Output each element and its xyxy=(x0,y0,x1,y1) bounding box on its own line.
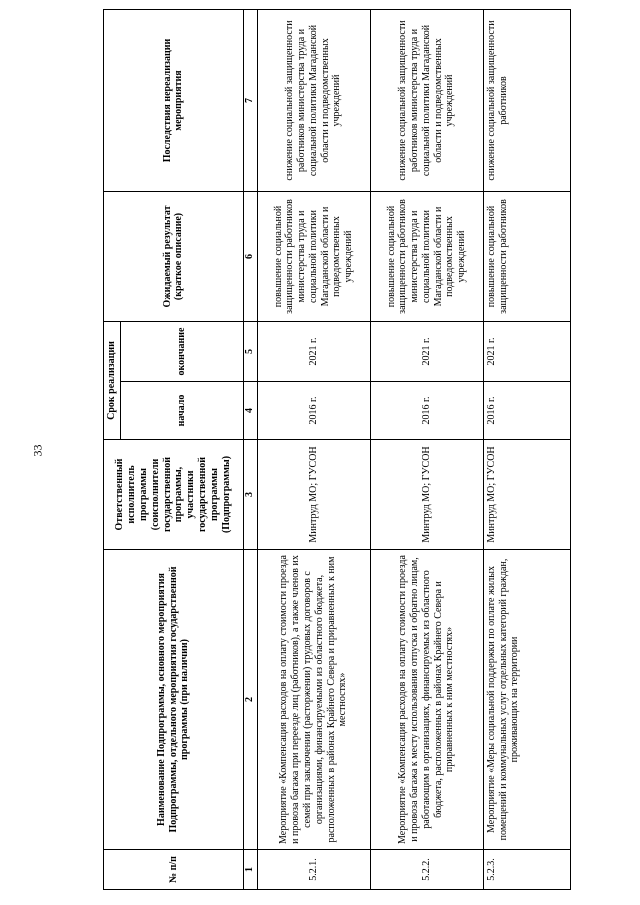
row-end: 2021 г. xyxy=(257,322,370,382)
column-number: 6 xyxy=(243,192,257,322)
row-consequence: снижение социальной защищенности работников министерства труда и социальной политики Магаданской области и подведомственных учреждений xyxy=(370,10,483,192)
row-result: повышение социальной защищенности работников министерства труда и социальной политики Магаданской области и подведомственных учреждений xyxy=(370,192,483,322)
table-row xyxy=(370,10,483,890)
column-number: 4 xyxy=(243,382,257,440)
row-name: Мероприятие «Компенсация расходов на оплату стоимости проезда и провоза багажа при переезде лиц (работников), а также членов их семей при заключении (расторжении) трудовых договоров с организациями, финансируемыми из областного бюджета, расположенных в районах Крайнего Севера и приравненных к ним местностях» xyxy=(257,550,370,850)
table-row xyxy=(257,10,370,890)
row-result: повышение социальной защищенности работников xyxy=(483,192,570,322)
column-numbers-row xyxy=(243,10,257,890)
row-name: Мероприятие «Меры социальной поддержки по оплате жилых помещений и коммунальных услуг отдельных категорий граждан, проживающих на территории xyxy=(483,550,570,850)
row-consequence: снижение социальной защищенности работников министерства труда и социальной политики Магаданской области и подведомственных учреждений xyxy=(257,10,370,192)
header-executor: Ответственный исполнитель программы (соисполнители государственной программы, участники государственной программы (Подпрограммы) xyxy=(104,440,244,550)
row-result: повышение социальной защищенности работников министерства труда и социальной политики Магаданской области и подведомственных учреждений xyxy=(257,192,370,322)
row-start: 2016 г. xyxy=(370,382,483,440)
column-number: 3 xyxy=(243,440,257,550)
table-row xyxy=(483,10,570,890)
header-name: Наименование Подпрограммы, основного мероприятия Подпрограммы, отдельного мероприятия государственной программы (при наличии) xyxy=(104,550,244,850)
row-executor: Минтруд МО; ГУСОН xyxy=(483,440,570,550)
header-start: начало xyxy=(120,382,243,440)
row-end: 2021 г. xyxy=(483,322,570,382)
header-end: окончание xyxy=(120,322,243,382)
row-start: 2016 г. xyxy=(483,382,570,440)
header-term: Срок реализации xyxy=(104,322,121,440)
rotated-table-container xyxy=(103,10,523,890)
table-header-row xyxy=(104,10,121,890)
row-end: 2021 г. xyxy=(370,322,483,382)
header-result: Ожидаемый результат (краткое описание) xyxy=(104,192,244,322)
row-number: 5.2.3. xyxy=(483,850,570,890)
column-number: 2 xyxy=(243,550,257,850)
row-number: 5.2.2. xyxy=(370,850,483,890)
header-number: № п/п xyxy=(104,850,244,890)
row-executor: Минтруд МО; ГУСОН xyxy=(370,440,483,550)
row-consequence: снижение социальной защищенности работников xyxy=(483,10,570,192)
program-measures-table xyxy=(103,9,571,890)
row-name: Мероприятие «Компенсация расходов на оплату стоимости проезда и провоза багажа к месту использования отпуска и обратно лицам, работающим в организациях, финансируемых из областного бюджета, расположенных в районах Крайнего Севера и приравненных к ним местностях» xyxy=(370,550,483,850)
page-number: 33 xyxy=(30,444,45,457)
row-start: 2016 г. xyxy=(257,382,370,440)
column-number: 7 xyxy=(243,10,257,192)
header-consequence: Последствия нереализации мероприятия xyxy=(104,10,244,192)
column-number: 5 xyxy=(243,322,257,382)
column-number: 1 xyxy=(243,850,257,890)
row-executor: Минтруд МО; ГУСОН xyxy=(257,440,370,550)
row-number: 5.2.1. xyxy=(257,850,370,890)
